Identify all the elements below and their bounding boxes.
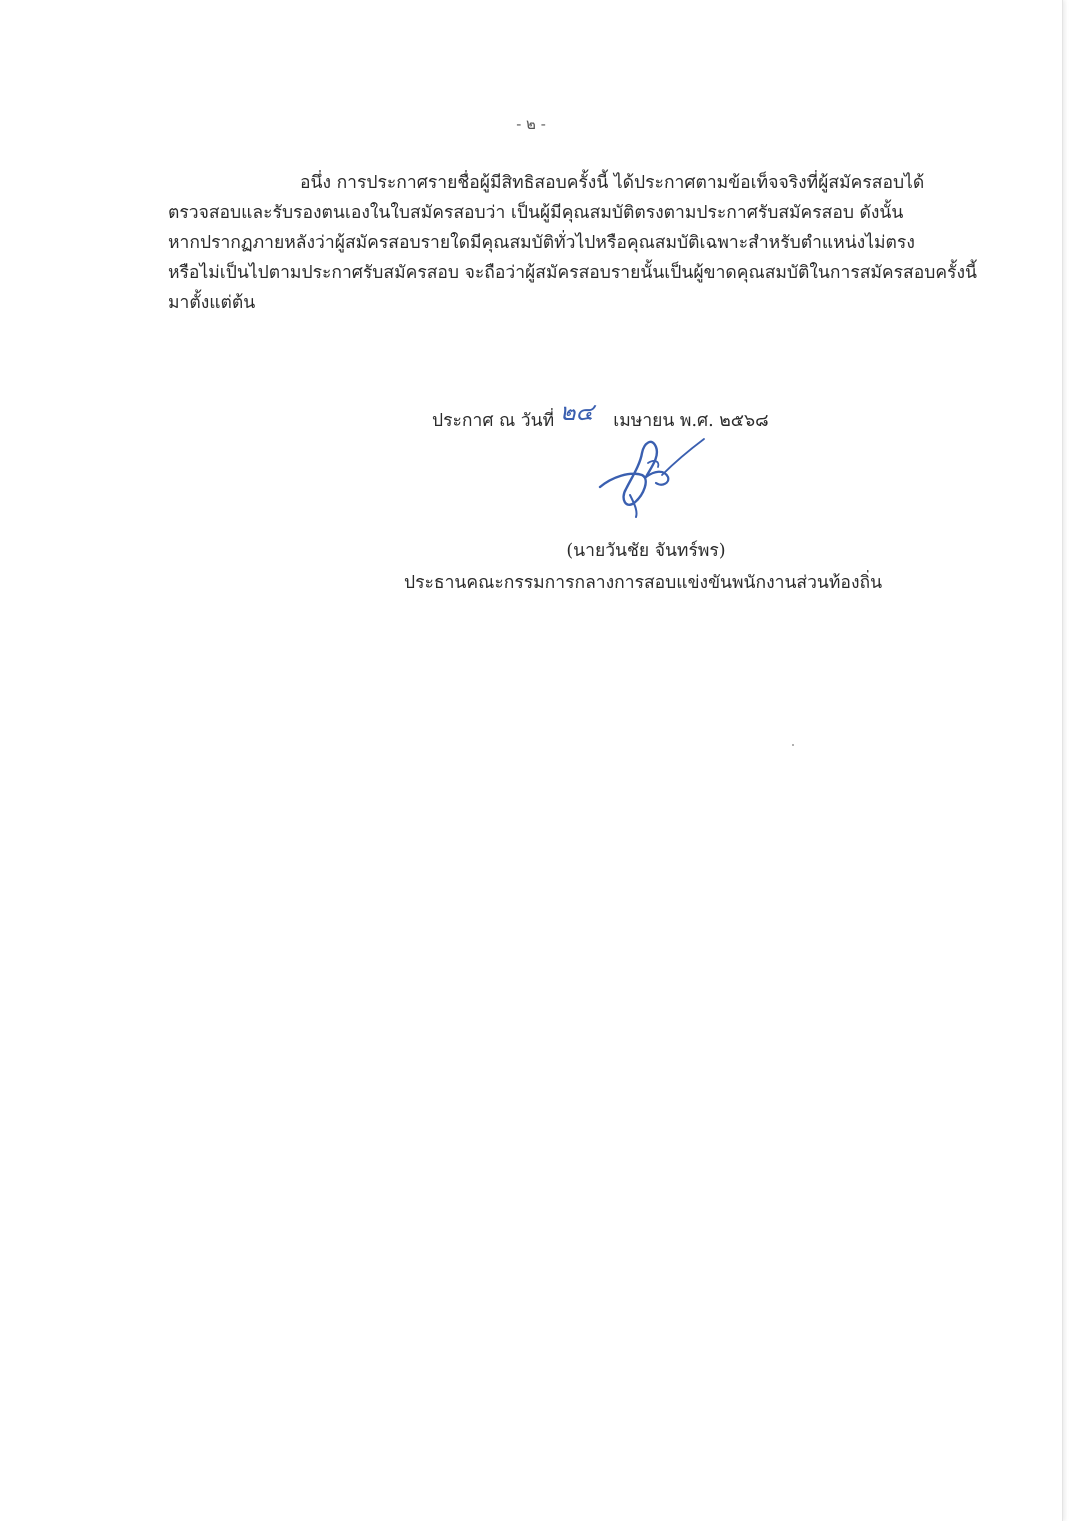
date-suffix: เมษายน พ.ศ. ๒๕๖๘	[613, 411, 769, 431]
page-number: - ๒ -	[516, 115, 546, 133]
date-prefix: ประกาศ ณ วันที่	[432, 411, 555, 431]
paragraph-line: มาตั้งแต่ต้น	[168, 293, 256, 313]
announcement-paragraph	[168, 168, 994, 318]
paragraph-line: ตรวจสอบและรับรองตนเองในใบสมัครสอบว่า เป็นผู้มีคุณสมบัติตรงตามประกาศรับสมัครสอบ ดังนั้น	[168, 203, 904, 223]
signer-title: ประธานคณะกรรมการกลางการสอบแข่งขันพนักงานส่วนท้องถิ่น	[404, 573, 883, 593]
signer-name: (นายวันชัย จันทร์พร)	[566, 541, 726, 561]
date-day-handwritten: ๒๔	[559, 398, 594, 426]
paragraph-line: หรือไม่เป็นไปตามประกาศรับสมัครสอบ จะถือว่าผู้สมัครสอบรายนั้นเป็นผู้ขาดคุณสมบัติในการสมัครสอบครั้งนี้	[168, 263, 977, 283]
scan-speck	[792, 744, 794, 746]
paragraph-line: หากปรากฏภายหลังว่าผู้สมัครสอบรายใดมีคุณสมบัติทั่วไปหรือคุณสมบัติเฉพาะสำหรับตำแหน่งไม่ตรง	[168, 233, 915, 253]
paragraph-line: อนึ่ง การประกาศรายชื่อผู้มีสิทธิสอบครั้งนี้ ได้ประกาศตามข้อเท็จจริงที่ผู้สมัครสอบได้	[300, 173, 925, 193]
handwritten-signature	[590, 425, 710, 520]
